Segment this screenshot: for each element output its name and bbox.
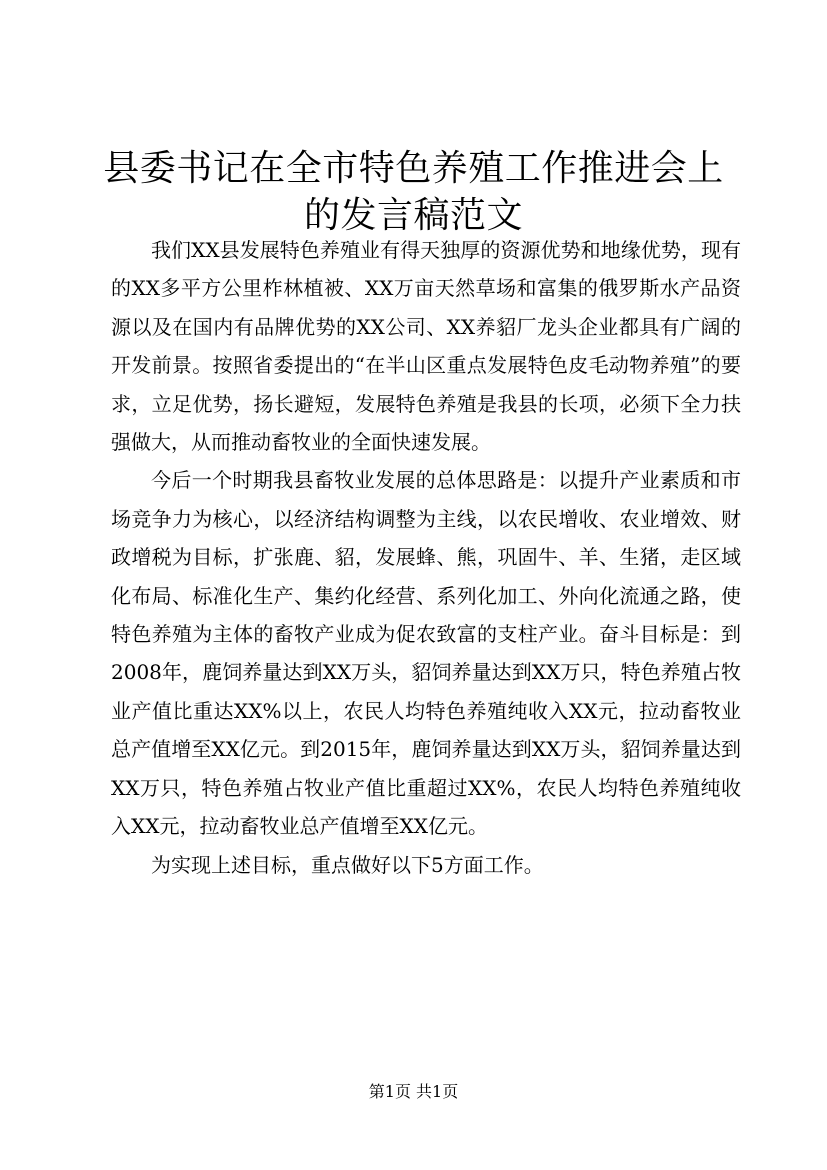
page-footer: 第1页 共1页 <box>368 1082 459 1101</box>
paragraph-2: 今后一个时期我县畜牧业发展的总体思路是：以提升产业素质和市场竞争力为核心，以经济结构调整为主线，以农民增收、农业增效、财政增税为目标，扩张鹿、貂，发展蜂、熊，巩固牛、羊、生猪，走区域化布局、标准化生产、集约化经营、系列化加工、外向化流通之路，使特色养殖为主体的畜牧产业成为促农致富的支柱产业。奋斗目标是：到2008年，鹿饲养量达到XX万头，貂饲养量达到XX万只，特色养殖占牧业产值比重达XX%以上，农民人均特色养殖纯收入XX元，拉动畜牧业总产值增至XX亿元。到2015年，鹿饲养量达到XX万头，貂饲养量达到XX万只，特色养殖占牧业产值比重超过XX%，农民人均特色养殖纯收入XX元，拉动畜牧业总产值增至XX亿元。 <box>111 468 741 839</box>
document-title: 县委书记在全市特色养殖工作推进会上的发言稿范文 <box>103 148 724 236</box>
paragraph-3: 为实现上述目标，重点做好以下5方面工作。 <box>151 852 544 877</box>
paragraph-1: 我们XX县发展特色养殖业有得天独厚的资源优势和地缘优势，现有的XX多平方公里柞林植被、XX万亩天然草场和富集的俄罗斯水产品资源以及在国内有品牌优势的XX公司、XX养貂厂龙头企业都具有广阔的开发前景。按照省委提出的“在半山区重点发展特色皮毛动物养殖”的要求，立足优势，扬长避短，发展特色养殖是我县的长项，必须下全力扶强做大，从而推动畜牧业的全面快速发展。 <box>111 238 741 455</box>
document-body <box>111 231 741 884</box>
